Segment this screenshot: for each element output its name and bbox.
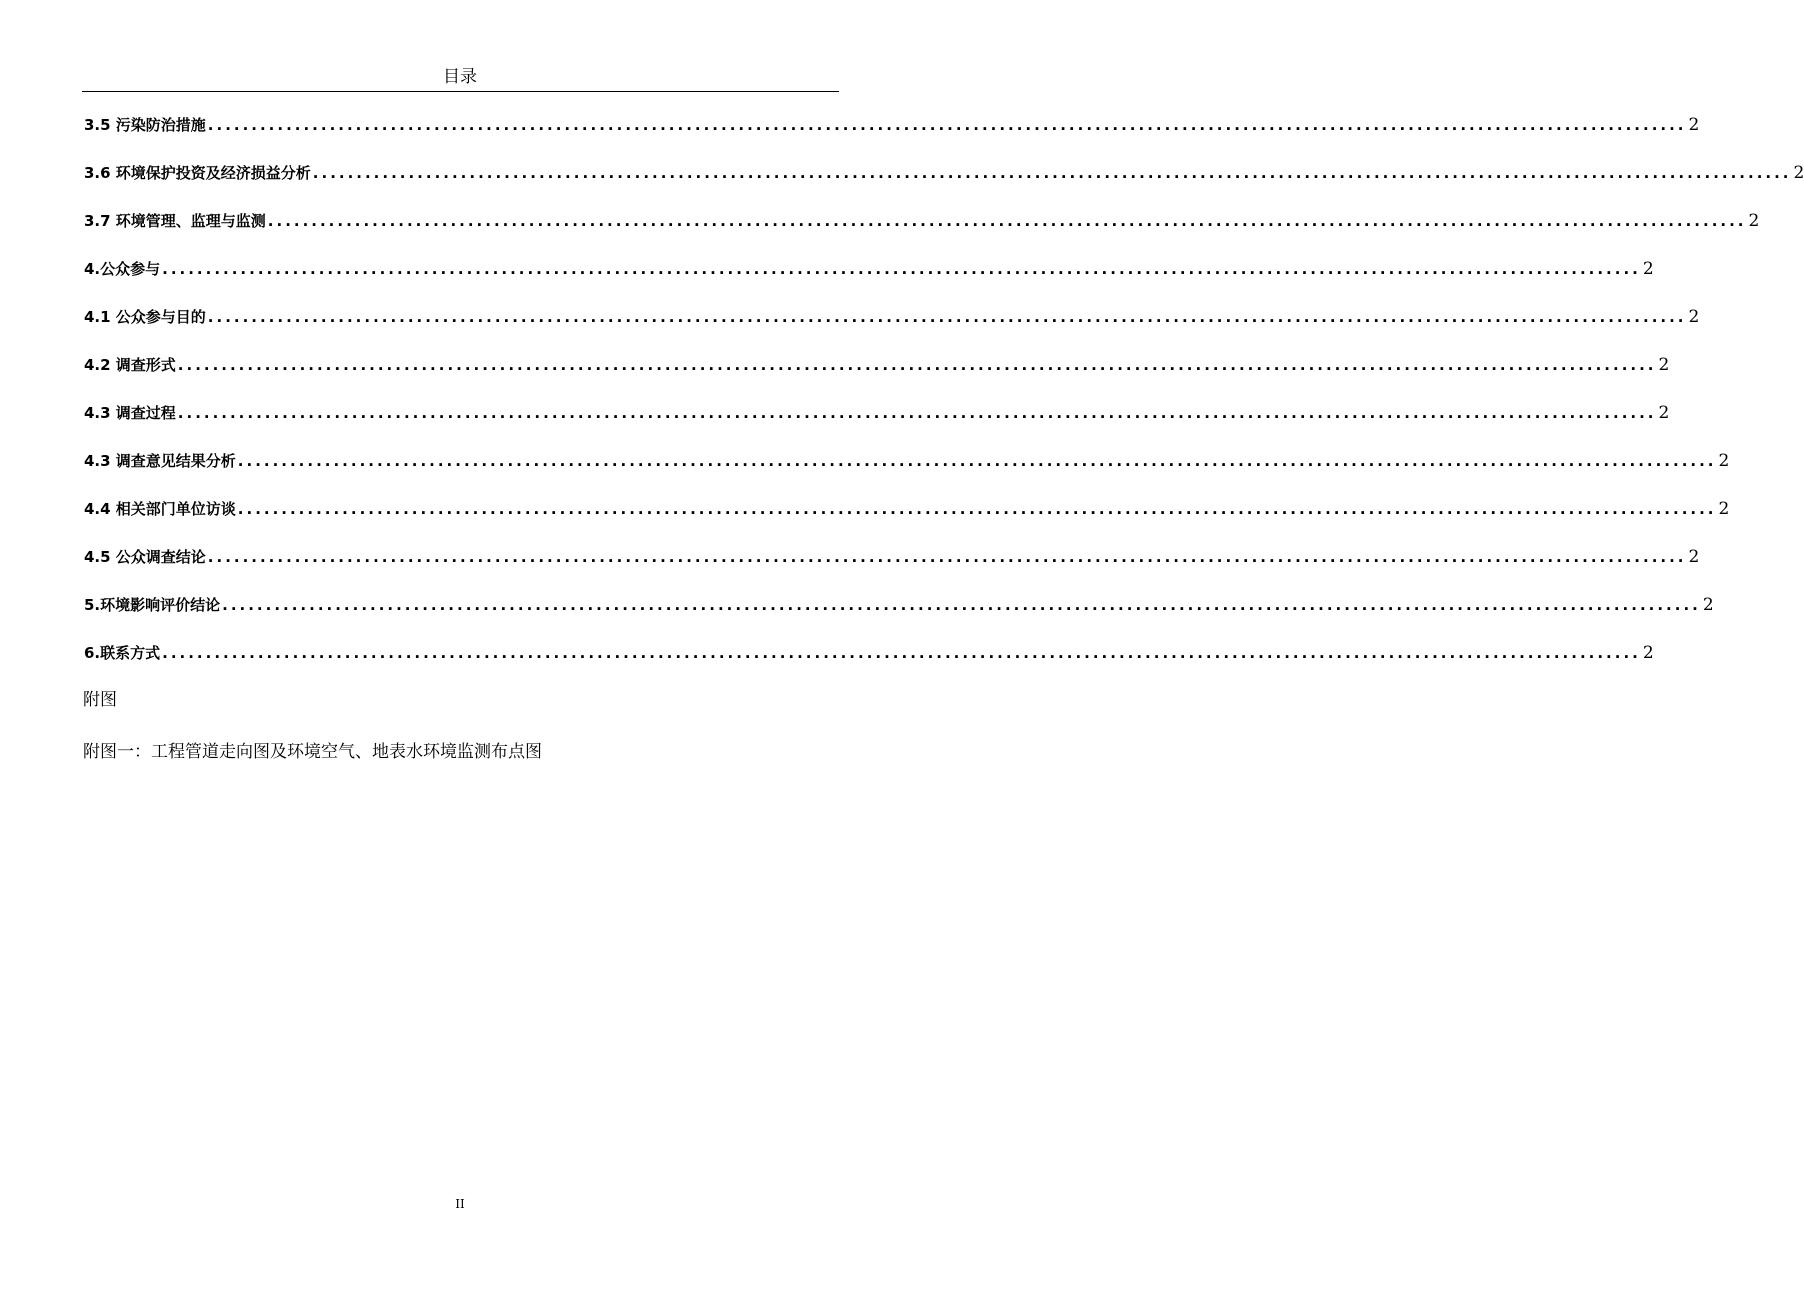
toc-entry-label: 3.7 环境管理、监理与监测	[84, 212, 266, 230]
toc-dot-leader: ..........................................................................................................................................................................	[162, 644, 1641, 662]
toc-entry-page: 2	[1658, 403, 1670, 423]
toc-entry-page: 2	[1658, 355, 1670, 375]
toc-entry-3-6[interactable]	[84, 159, 1804, 207]
appendix-heading: 附图	[83, 690, 117, 710]
page-number: II	[455, 1197, 465, 1211]
toc-entry-label: 3.5 污染防治措施	[84, 116, 206, 134]
toc-entry-page: 2	[1748, 211, 1760, 231]
toc-entry-label: 6.联系方式	[84, 644, 161, 662]
toc-entry-label: 4.2 调查形式	[84, 356, 176, 374]
toc-entry-page: 2	[1718, 499, 1730, 519]
toc-entry-page: 2	[1642, 259, 1654, 279]
toc-entry-label: 4.3 调查意见结果分析	[84, 452, 236, 470]
toc-entry-page: 2	[1688, 115, 1700, 135]
toc-entry-label: 4.5 公众调查结论	[84, 548, 206, 566]
page-header-title: 目录	[443, 67, 477, 87]
toc-dot-leader: ..........................................................................................................................................................................	[237, 452, 1717, 470]
toc-entry-label: 4.4 相关部门单位访谈	[84, 500, 236, 518]
toc-entry-label: 4.3 调查过程	[84, 404, 176, 422]
toc-dot-leader: ..........................................................................................................................................................................	[222, 596, 1701, 614]
toc-entry-page: 2	[1702, 595, 1714, 615]
appendix-item-figure-1[interactable]: 附图一：工程管道走向图及环境空气、地表水环境监测布点图	[83, 742, 542, 762]
toc-entry-4-1[interactable]	[84, 303, 1700, 351]
toc-entry-label: 5.环境影响评价结论	[84, 596, 221, 614]
toc-dot-leader: ..........................................................................................................................................................................	[207, 116, 1687, 134]
toc-dot-leader: ..........................................................................................................................................................................	[207, 308, 1687, 326]
toc-entry-4-5[interactable]	[84, 543, 1700, 591]
toc-entry-6[interactable]	[84, 639, 1654, 687]
toc-entry-page: 2	[1688, 547, 1700, 567]
toc-entry-4-3-process[interactable]	[84, 399, 1670, 447]
toc-entry-page: 2	[1718, 451, 1730, 471]
table-of-contents	[84, 111, 1804, 687]
toc-entry-label: 3.6 环境保护投资及经济损益分析	[84, 164, 311, 182]
toc-dot-leader: ..........................................................................................................................................................................	[177, 356, 1657, 374]
toc-entry-label: 4.公众参与	[84, 260, 161, 278]
toc-dot-leader: ..........................................................................................................................................................................	[207, 548, 1687, 566]
toc-entry-4-2[interactable]	[84, 351, 1670, 399]
toc-dot-leader: ..........................................................................................................................................................................	[312, 164, 1792, 182]
toc-entry-page: 2	[1688, 307, 1700, 327]
toc-entry-4-4[interactable]	[84, 495, 1730, 543]
toc-entry-5[interactable]	[84, 591, 1714, 639]
toc-entry-page: 2	[1793, 163, 1804, 183]
toc-entry-page: 2	[1642, 643, 1654, 663]
toc-entry-label: 4.1 公众参与目的	[84, 308, 206, 326]
header-rule	[82, 91, 839, 92]
toc-entry-4-3-analysis[interactable]	[84, 447, 1730, 495]
toc-entry-4[interactable]	[84, 255, 1654, 303]
toc-entry-3-7[interactable]	[84, 207, 1760, 255]
toc-entry-3-5[interactable]	[84, 111, 1700, 159]
toc-dot-leader: ..........................................................................................................................................................................	[177, 404, 1657, 422]
toc-dot-leader: ..........................................................................................................................................................................	[267, 212, 1747, 230]
toc-dot-leader: ..........................................................................................................................................................................	[162, 260, 1641, 278]
toc-dot-leader: ..........................................................................................................................................................................	[237, 500, 1717, 518]
